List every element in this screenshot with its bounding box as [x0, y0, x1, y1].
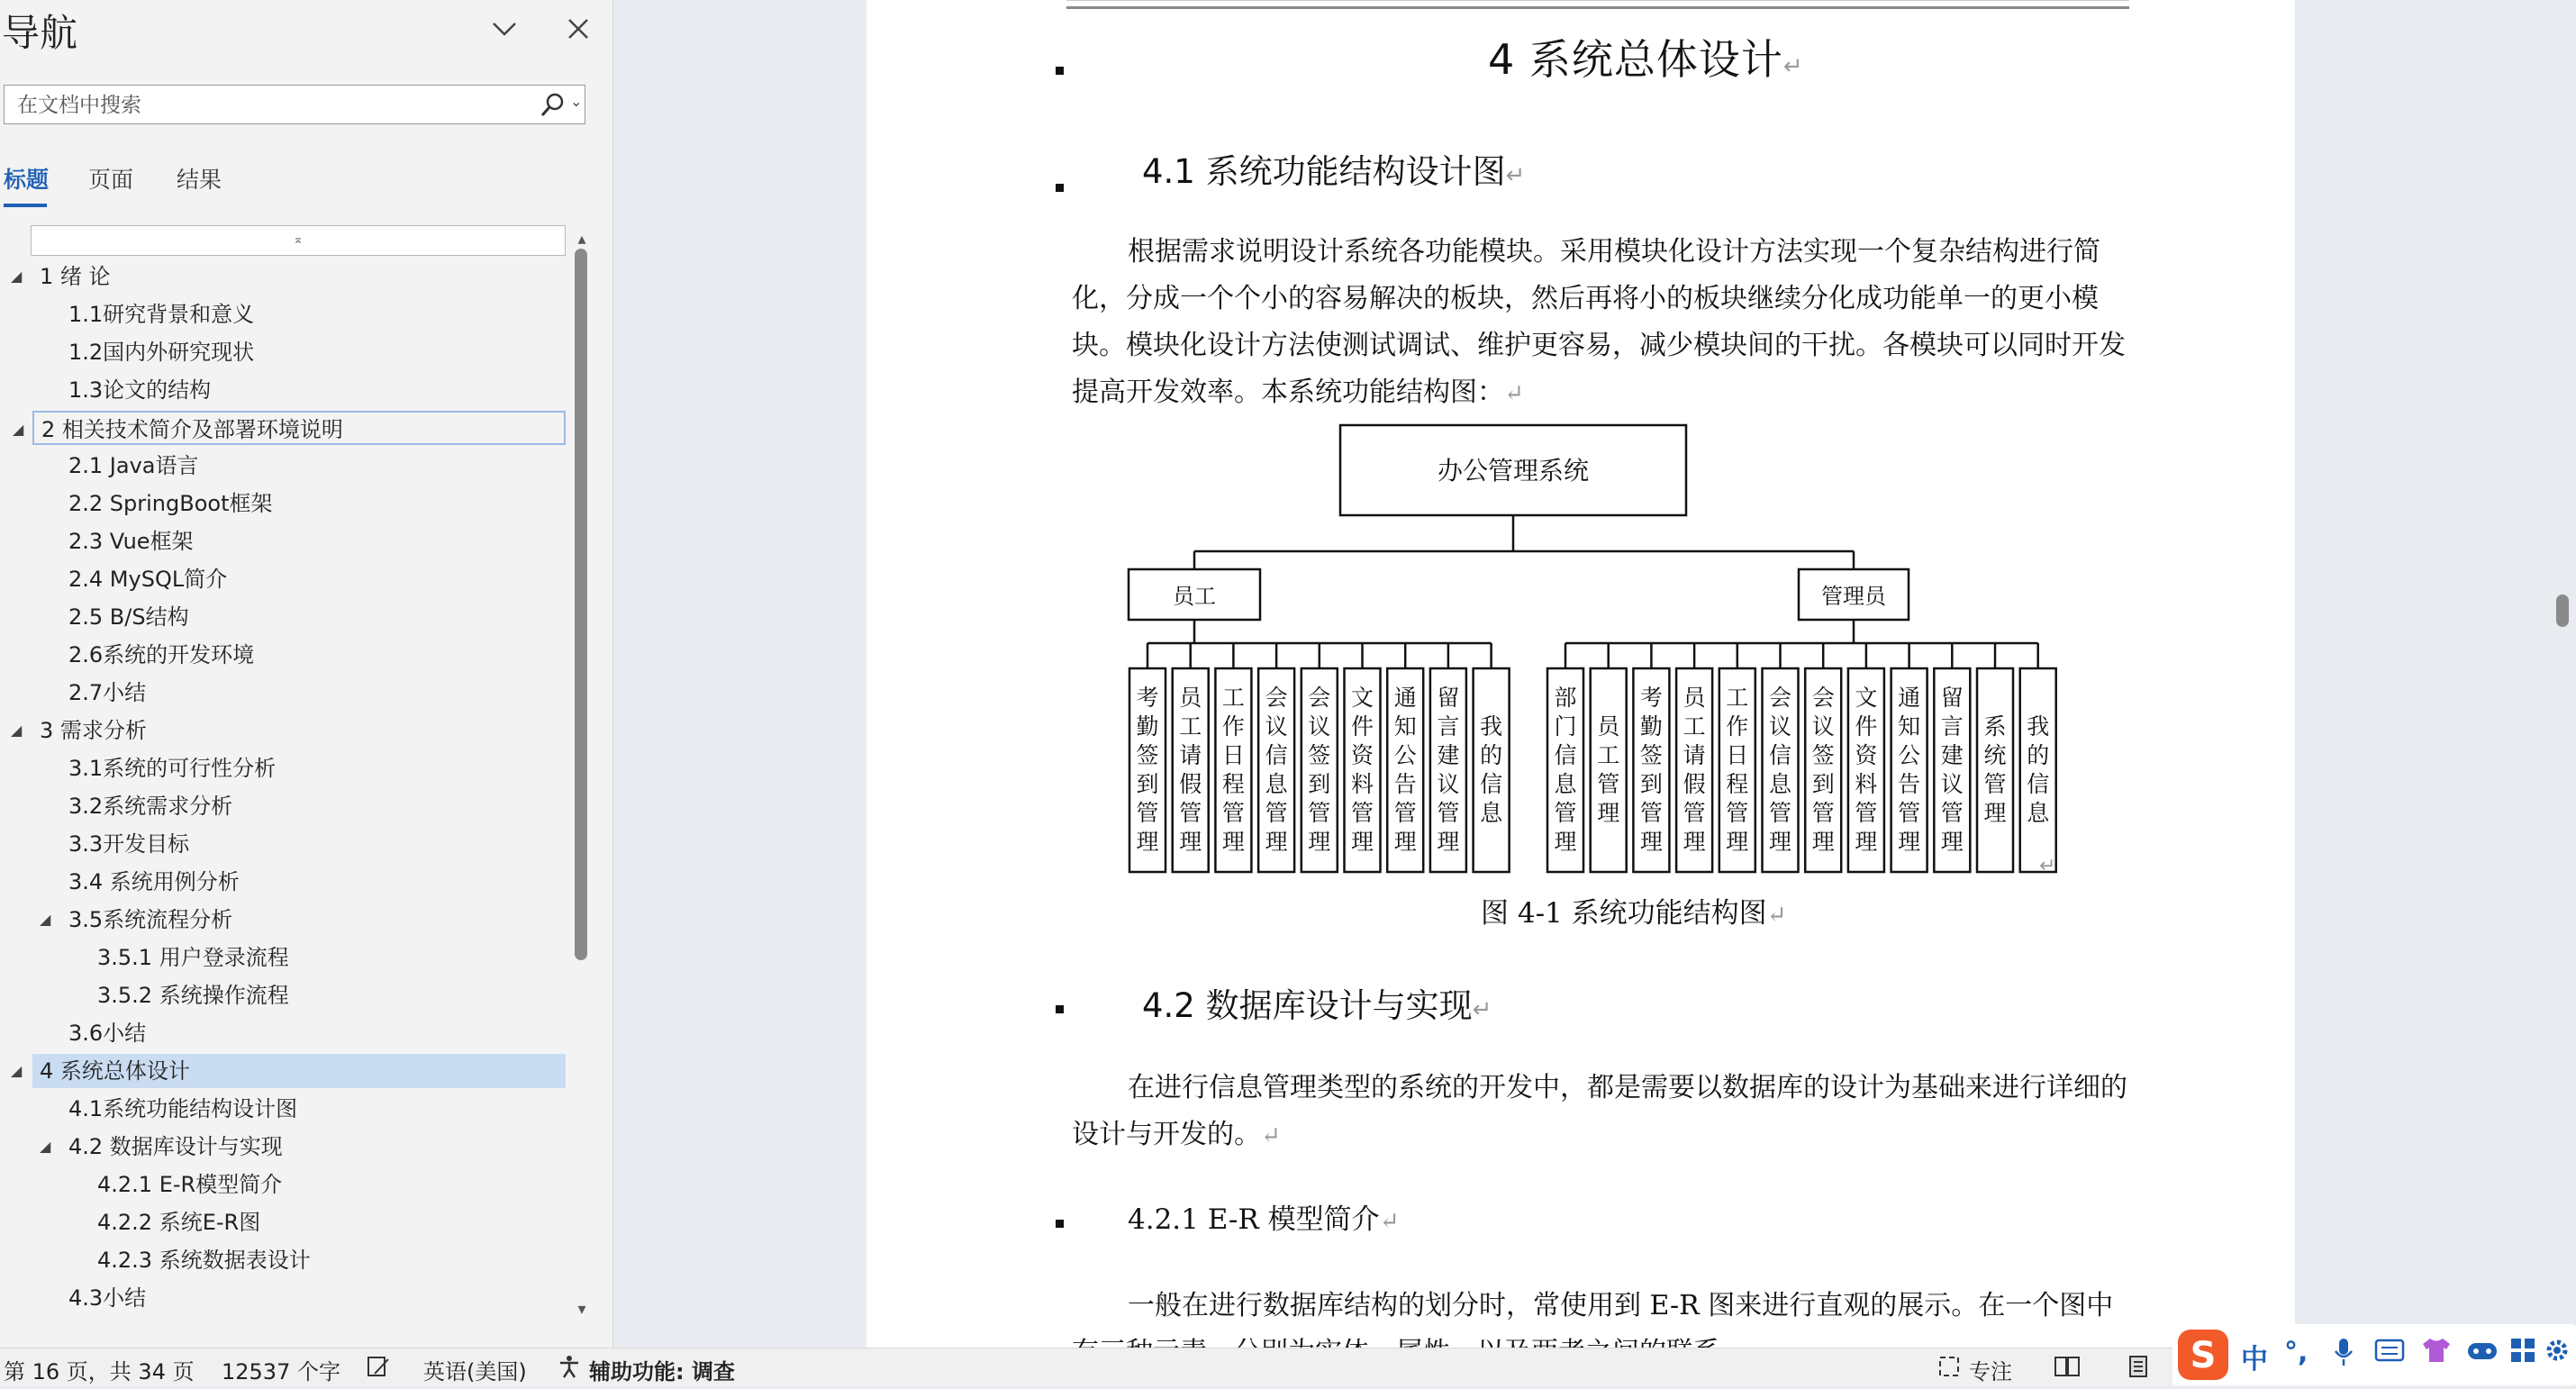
- nav-heading-label: 3 需求分析: [40, 718, 147, 743]
- diagram-leaf-label: 留言建议管理: [1940, 685, 1964, 855]
- diagram-leaf-label: 会议信息管理: [1768, 685, 1792, 855]
- accessibility-status[interactable]: 辅助功能: 调查: [589, 1359, 735, 1384]
- navigation-pane: [0, 0, 613, 1348]
- svg-text:S: S: [2190, 1335, 2217, 1376]
- expand-triangle-icon[interactable]: ◢: [11, 722, 23, 739]
- diagram-leaf-box: [2020, 668, 2056, 872]
- section-heading-4-2: 4.2 数据库设计与实现↵: [1142, 986, 1492, 1025]
- diagram-leaf-label: 留言建议管理: [1437, 685, 1460, 855]
- document-page[interactable]: [866, 0, 2295, 1348]
- nav-heading-item[interactable]: [0, 1281, 566, 1315]
- accessibility-icon[interactable]: [557, 1354, 582, 1384]
- diagram-leaf-box: [1591, 668, 1627, 872]
- ime-punctuation[interactable]: °,: [2284, 1337, 2308, 1368]
- diagram-leaf-label: 通知公告管理: [1393, 685, 1417, 855]
- paragraph-mark: [1056, 1220, 1064, 1228]
- nav-heading-item[interactable]: [0, 751, 566, 785]
- tab-pages[interactable]: 页面: [88, 167, 134, 193]
- nav-heading-item[interactable]: [0, 373, 566, 407]
- tab-headings[interactable]: 标题: [4, 167, 50, 193]
- nav-heading-label: 3.5.2 系统操作流程: [97, 983, 289, 1008]
- ime-toolbar: [2172, 1324, 2576, 1385]
- page-count[interactable]: 第 16 页，共 34 页: [4, 1359, 195, 1384]
- nav-heading-label: 2.5 B/S结构: [68, 604, 189, 630]
- paragraph-mark: [1056, 67, 1064, 75]
- focus-icon[interactable]: [1937, 1354, 1962, 1384]
- diagram-leaf-label: 员工管理: [1597, 713, 1620, 826]
- nav-heading-item[interactable]: [0, 524, 566, 558]
- section-heading-4-2-1: 4.2.1 E-R 模型简介↵: [1128, 1203, 1400, 1236]
- scroll-down-icon[interactable]: ▾: [577, 1300, 586, 1319]
- diagram-leaf-label: 员工请假管理: [1179, 685, 1202, 855]
- print-layout-icon[interactable]: [2126, 1354, 2151, 1384]
- nav-heading-label: 2.7小结: [68, 680, 147, 705]
- heading-filter-box[interactable]: ⌅: [31, 225, 566, 256]
- paragraph-mark: [1056, 184, 1064, 192]
- scroll-up-icon[interactable]: ▴: [577, 230, 586, 249]
- body-paragraph-4-2: 在进行信息管理类型的系统的开发中，都是需要以数据库的设计为基础来进行详细的设计与开发的。↵: [1072, 1072, 2127, 1150]
- nav-heading-item[interactable]: [13, 411, 566, 445]
- focus-mode-button[interactable]: 专注: [1969, 1359, 2012, 1384]
- chevron-down-icon[interactable]: [486, 11, 522, 47]
- diagram-leaf-label: 部门信息管理: [1554, 685, 1577, 855]
- diagram-leaf-label: 会议签到管理: [1811, 685, 1835, 855]
- nav-heading-item[interactable]: [0, 638, 566, 672]
- tab-results[interactable]: 结果: [177, 167, 222, 193]
- document-scrollbar-thumb[interactable]: [2556, 595, 2569, 627]
- search-box: [4, 85, 585, 124]
- expand-triangle-icon[interactable]: ◢: [11, 268, 23, 285]
- nav-heading-item[interactable]: [0, 1130, 566, 1164]
- nav-title: 导航: [2, 11, 78, 55]
- nav-heading-label: 2.3 Vue框架: [68, 529, 194, 554]
- diagram-leaf-label: 我的信息: [2027, 713, 2050, 826]
- nav-heading-label: 1 绪 论: [40, 264, 111, 289]
- diagram-leaf-label: 会议信息管理: [1265, 685, 1288, 855]
- nav-scrollbar-thumb[interactable]: [575, 249, 587, 960]
- header-rule: [1066, 0, 2129, 9]
- nav-heading-item[interactable]: [0, 865, 566, 899]
- section-heading-4-1: 4.1 系统功能结构设计图↵: [1142, 152, 1526, 191]
- chapter-title: 4 系统总体设计↵: [1488, 35, 1804, 84]
- nav-heading-item[interactable]: [0, 676, 566, 710]
- nav-heading-label: 3.4 系统用例分析: [68, 869, 240, 894]
- ime-mode[interactable]: 中: [2241, 1344, 2268, 1375]
- expand-triangle-icon[interactable]: ◢: [11, 1062, 23, 1079]
- diagram-leaf-box: [1474, 668, 1510, 872]
- nav-heading-label: 3.3开发目标: [68, 831, 190, 857]
- language-indicator[interactable]: 英语(美国): [423, 1359, 527, 1384]
- read-mode-icon[interactable]: [2054, 1354, 2081, 1384]
- nav-heading-label: 1.1研究背景和意义: [68, 302, 255, 327]
- sogou-logo-icon[interactable]: [2176, 1328, 2230, 1389]
- nav-heading-label: 3.5系统流程分析: [68, 907, 233, 932]
- nav-heading-item[interactable]: [0, 1205, 566, 1239]
- nav-heading-item[interactable]: [0, 486, 566, 521]
- nav-heading-label: 3.5.1 用户登录流程: [97, 945, 289, 970]
- diagram-leaf-label: 考勤签到管理: [1136, 685, 1159, 855]
- diagram-leaf-label: 通知公告管理: [1898, 685, 1921, 855]
- nav-heading-label: 4.2.3 系统数据表设计: [97, 1248, 311, 1273]
- nav-heading-label: 4.2.1 E-R模型简介: [97, 1172, 283, 1197]
- expand-triangle-icon[interactable]: ◢: [13, 421, 24, 438]
- diagram-leaf-label: 工作日程管理: [1726, 685, 1749, 855]
- diagram-leaf-label: 我的信息: [1480, 713, 1503, 826]
- word-count[interactable]: 12537 个字: [222, 1359, 340, 1384]
- nav-heading-item[interactable]: [0, 1243, 566, 1277]
- nav-heading-item[interactable]: [0, 600, 566, 634]
- close-icon[interactable]: [560, 11, 596, 47]
- diagram-leaf-label: 文件资料管理: [1350, 685, 1374, 855]
- nav-heading-item[interactable]: [0, 562, 566, 596]
- nav-heading-item[interactable]: [0, 713, 566, 748]
- nav-heading-item[interactable]: [0, 297, 566, 331]
- search-input[interactable]: [15, 86, 523, 125]
- tab-active-indicator: [4, 204, 47, 207]
- nav-heading-item[interactable]: [0, 449, 566, 483]
- diagram-leaf-label: 考勤签到管理: [1639, 685, 1663, 855]
- nav-heading-label: 3.6小结: [68, 1021, 147, 1046]
- nav-heading-label: 2.6系统的开发环境: [68, 642, 255, 667]
- nav-heading-label: 2.1 Java语言: [68, 453, 199, 478]
- gamepad-icon[interactable]: [2466, 1337, 2499, 1371]
- nav-heading-item[interactable]: [0, 789, 566, 823]
- function-structure-diagram: [1128, 422, 2055, 883]
- nav-heading-item[interactable]: [0, 259, 566, 294]
- nav-heading-item[interactable]: [0, 1092, 566, 1126]
- body-paragraph-4-2-1: 一般在进行数据库结构的划分时，常使用到 E-R 图来进行直观的展示。在一个图中: [1128, 1290, 2114, 1321]
- nav-heading-item[interactable]: [0, 978, 566, 1012]
- paragraph-mark: [1056, 1005, 1064, 1013]
- body-paragraph-4-1: 根据需求说明设计系统各功能模块。采用模块化设计方法实现一个复杂结构进行简化，分成一个个小的容易解决的板块，然后再将小的板块继续分化成功能单一的更小模块。模块化设计方法使测试调试、维护更容易，减少模块间的干扰。各模块可以同时开发提高开发效率。本系统功能结构图：↵: [1072, 236, 2126, 408]
- nav-heading-label: 2.4 MySQL简介: [68, 567, 228, 592]
- search-options-icon[interactable]: ⌄: [570, 93, 583, 110]
- diagram-leaf-label: 员工请假管理: [1683, 685, 1706, 855]
- nav-heading-item[interactable]: [0, 827, 566, 861]
- nav-heading-item[interactable]: [0, 335, 566, 369]
- figure-caption: 图 4-1 系统功能结构图↵: [1481, 897, 1787, 930]
- nav-heading-label: 4.2 数据库设计与实现: [68, 1134, 283, 1159]
- search-icon[interactable]: [538, 91, 568, 118]
- diagram-root-label: 办公管理系统: [1437, 456, 1590, 486]
- nav-heading-label: 1.3论文的结构: [68, 377, 212, 403]
- paragraph-return-mark: ↵: [2039, 855, 2056, 877]
- proofing-icon[interactable]: [366, 1354, 391, 1384]
- diagram-group-label: 管理员: [1821, 584, 1886, 609]
- diagram-leaf-box: [1977, 668, 2013, 872]
- keyboard-icon[interactable]: [2374, 1337, 2405, 1371]
- nav-heading-item[interactable]: [0, 903, 566, 937]
- microphone-icon[interactable]: [2331, 1337, 2356, 1375]
- nav-heading-label: 4.3小结: [68, 1285, 147, 1311]
- nav-heading-label: 2 相关技术简介及部署环境说明: [41, 417, 343, 442]
- nav-heading-label: 2.2 SpringBoot框架: [68, 491, 273, 516]
- nav-heading-label: 4.2.2 系统E-R图: [97, 1210, 261, 1235]
- nav-heading-label: 4.1系统功能结构设计图: [68, 1096, 298, 1121]
- expand-triangle-icon[interactable]: ◢: [40, 911, 51, 928]
- nav-heading-item[interactable]: [0, 1016, 566, 1050]
- nav-heading-item[interactable]: [0, 940, 566, 975]
- diagram-leaf-label: 工作日程管理: [1221, 685, 1245, 855]
- nav-heading-item[interactable]: [0, 1167, 566, 1202]
- nav-heading-label: 1.2国内外研究现状: [68, 340, 255, 365]
- nav-heading-label: 4 系统总体设计: [40, 1058, 190, 1084]
- diagram-leaf-label: 文件资料管理: [1855, 685, 1878, 855]
- settings-gear-icon[interactable]: [2544, 1337, 2571, 1371]
- nav-heading-label: 3.2系统需求分析: [68, 794, 233, 819]
- expand-triangle-icon[interactable]: ◢: [40, 1138, 51, 1155]
- diagram-leaf-label: 会议签到管理: [1308, 685, 1331, 855]
- nav-heading-item[interactable]: [11, 1054, 566, 1088]
- nav-heading-label: 3.1系统的可行性分析: [68, 756, 277, 781]
- skin-shirt-icon[interactable]: [2421, 1337, 2452, 1371]
- diagram-leaf-label: 系统管理: [1983, 713, 2007, 826]
- diagram-group-label: 员工: [1173, 584, 1216, 609]
- toolbox-grid-icon[interactable]: [2509, 1337, 2536, 1371]
